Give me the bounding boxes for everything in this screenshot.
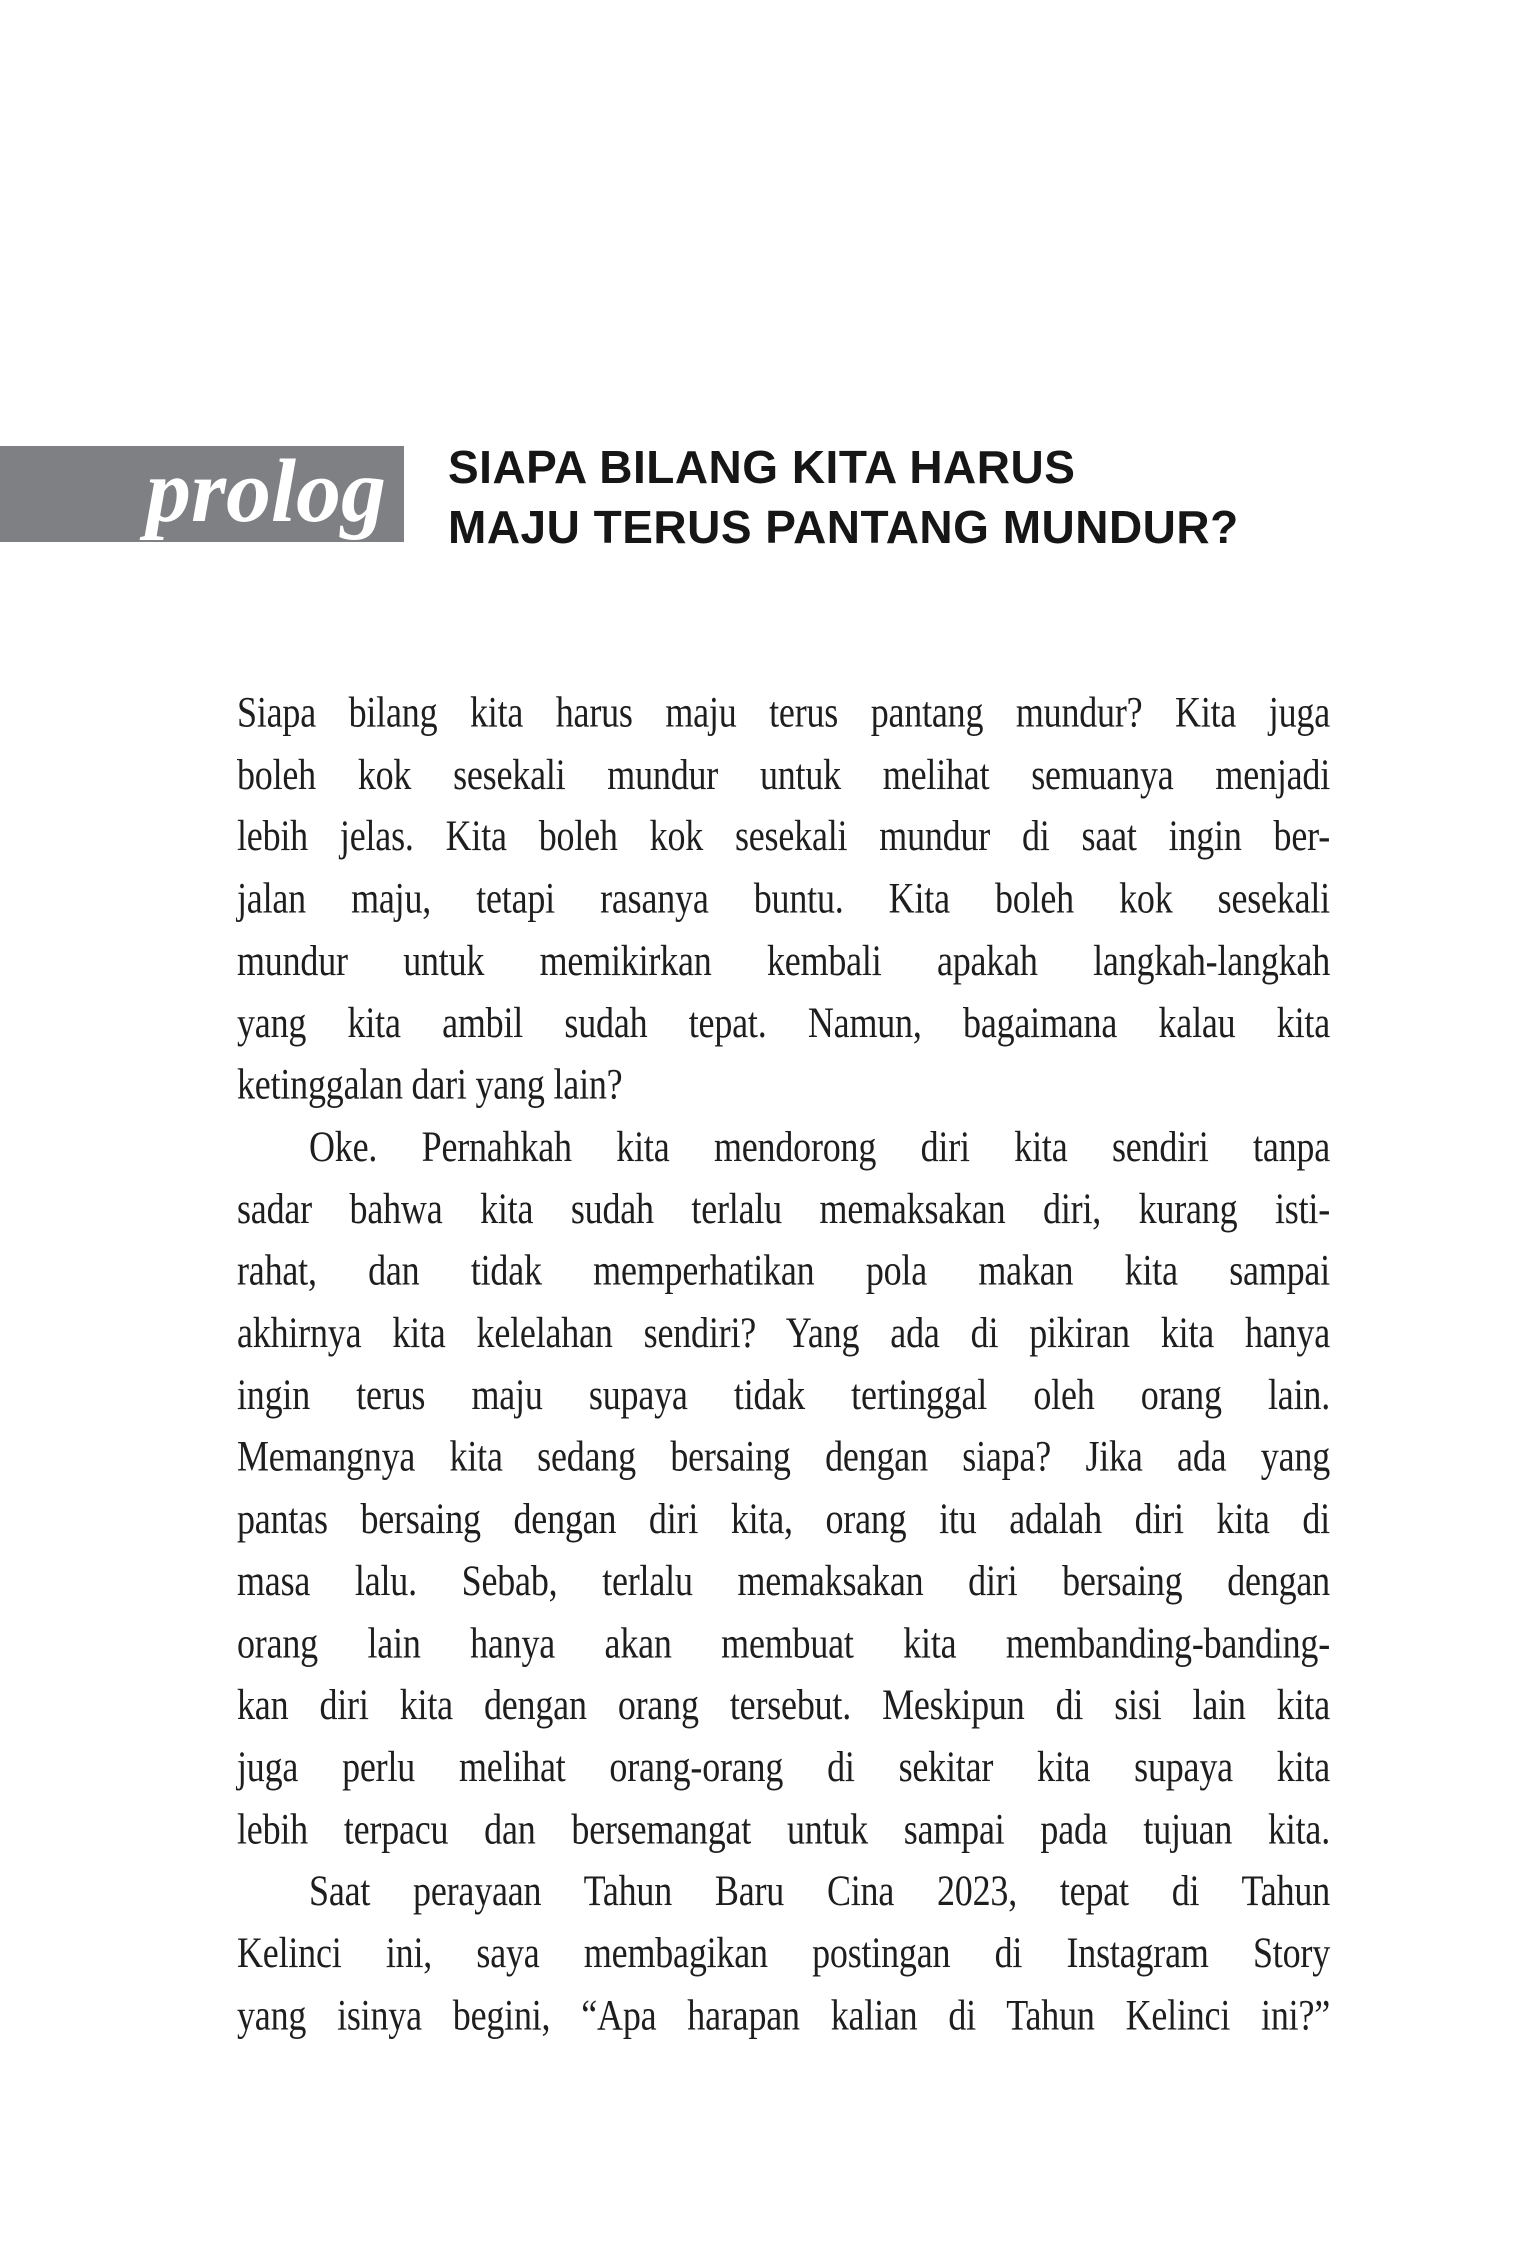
prolog-label: prolog xyxy=(145,442,386,541)
body-line: lebih terpacu dan bersemangat untuk sampai pada tujuan kita. xyxy=(237,1804,1330,1853)
body-line: ketinggalan dari yang lain? xyxy=(237,1060,623,1109)
body-line: Memangnya kita sedang bersaing dengan siapa? Jika ada yang xyxy=(237,1432,1330,1481)
body-line: mundur untuk memikirkan kembali apakah langkah-langkah xyxy=(237,936,1330,985)
body-line: jalan maju, tetapi rasanya buntu. Kita boleh kok sesekali xyxy=(237,874,1330,923)
body-line: lebih jelas. Kita boleh kok sesekali mundur di saat ingin ber- xyxy=(237,812,1330,861)
body-line: pantas bersaing dengan diri kita, orang itu adalah diri kita di xyxy=(237,1494,1330,1543)
body-line: rahat, dan tidak memperhatikan pola makan kita sampai xyxy=(237,1246,1330,1295)
body-line: Siapa bilang kita harus maju terus pantang mundur? Kita juga xyxy=(237,688,1330,736)
body-line: Kelinci ini, saya membagikan postingan di Instagram Story xyxy=(237,1928,1330,1977)
body-line: kan diri kita dengan orang tersebut. Meskipun di sisi lain kita xyxy=(237,1680,1330,1729)
body-line: orang lain hanya akan membuat kita membanding-banding- xyxy=(237,1618,1330,1667)
body-text xyxy=(237,682,1330,2047)
body-line: sadar bahwa kita sudah terlalu memaksakan diri, kurang isti- xyxy=(237,1184,1330,1233)
body-line: juga perlu melihat orang-orang di sekitar kita supaya kita xyxy=(237,1742,1330,1791)
body-line: yang isinya begini, “Apa harapan kalian di Tahun Kelinci ini?” xyxy=(237,1990,1330,2039)
chapter-heading xyxy=(448,437,1239,557)
chapter-heading-line-1: SIAPA BILANG KITA HARUS xyxy=(448,441,1076,493)
prolog-banner xyxy=(0,442,404,542)
chapter-heading-line-2: MAJU TERUS PANTANG MUNDUR? xyxy=(448,501,1239,553)
body-line: Saat perayaan Tahun Baru Cina 2023, tepat di Tahun xyxy=(309,1866,1330,1915)
body-line: akhirnya kita kelelahan sendiri? Yang ada di pikiran kita hanya xyxy=(237,1308,1330,1357)
body-line: ingin terus maju supaya tidak tertinggal oleh orang lain. xyxy=(237,1370,1330,1419)
body-line: masa lalu. Sebab, terlalu memaksakan diri bersaing dengan xyxy=(237,1556,1330,1605)
body-line: yang kita ambil sudah tepat. Namun, bagaimana kalau kita xyxy=(237,998,1330,1047)
body-line: boleh kok sesekali mundur untuk melihat semuanya menjadi xyxy=(237,750,1330,799)
body-line: Oke. Pernahkah kita mendorong diri kita sendiri tanpa xyxy=(309,1122,1330,1171)
